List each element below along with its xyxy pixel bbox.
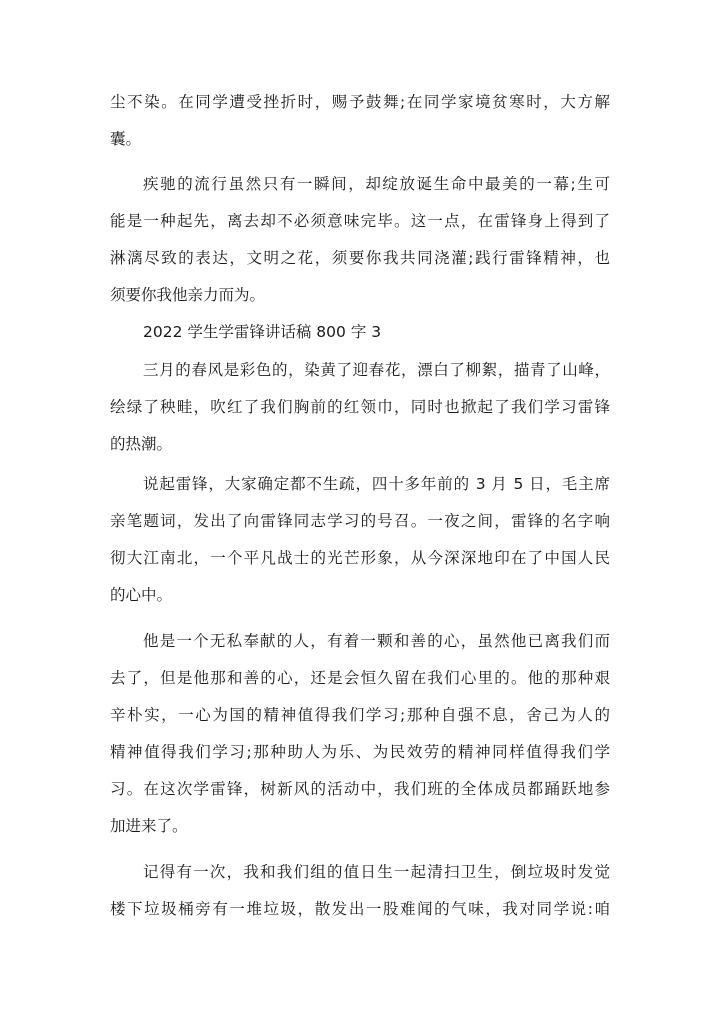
text-line: 辛朴实，一心为国的精神值得我们学习;那种自强不息，舍己为人的: [110, 706, 610, 724]
text-line: 精神值得我们学习;那种助人为乐、为民效劳的精神同样值得我们学: [110, 743, 610, 761]
text-line: 楼下垃圾桶旁有一堆垃圾，散发出一股难闻的气味，我对同学说:咱: [110, 900, 610, 918]
paragraph-first-line: 疾驰的流行虽然只有一瞬间，却绽放诞生命中最美的一幕;生可: [143, 175, 610, 193]
text-line: 去了，但是他那和善的心，还是会恒久留在我们心里的。他的那种艰: [110, 669, 610, 687]
paragraph-first-line: 三月的春风是彩色的，染黄了迎春花，漂白了柳絮，描青了山峰，: [143, 361, 610, 379]
text-line: 囊。: [110, 130, 142, 148]
text-line: 尘不染。在同学遭受挫折时，赐予鼓舞;在同学家境贫寒时，大方解: [110, 93, 610, 111]
text-line: 加进来了。: [110, 817, 188, 835]
text-line: 的热潮。: [110, 435, 173, 453]
text-line: 淋漓尽致的表达，文明之花，须要你我共同浇灌;践行雷锋精神，也: [110, 249, 610, 267]
text-line: 绘绿了秧畦，吹红了我们胸前的红领巾，同时也掀起了我们学习雷锋: [110, 398, 610, 416]
paragraph-first-line: 他是一个无私奉献的人，有着一颗和善的心，虽然他已离我们而: [143, 632, 610, 650]
text-line: 亲笔题词，发出了向雷锋同志学习的号召。一夜之间，雷锋的名字响: [110, 512, 610, 530]
text-line: 彻大江南北，一个平凡战士的光芒形象，从今深深地印在了中国人民: [110, 549, 610, 567]
text-line: 的心中。: [110, 586, 173, 604]
text-line: 须要你我他亲力而为。: [110, 286, 266, 304]
section-heading: 2022 学生学雷锋讲话稿 800 字 3: [143, 323, 382, 341]
text-line: 能是一种起先，离去却不必须意味完毕。这一点，在雷锋身上得到了: [110, 212, 610, 230]
paragraph-first-line: 记得有一次，我和我们组的值日生一起清扫卫生，倒垃圾时发觉: [143, 863, 610, 881]
text-line: 习。在这次学雷锋，树新风的活动中，我们班的全体成员都踊跃地参: [110, 780, 610, 798]
paragraph-first-line: 说起雷锋，大家确定都不生疏，四十多年前的 3 月 5 日，毛主席: [143, 475, 610, 493]
